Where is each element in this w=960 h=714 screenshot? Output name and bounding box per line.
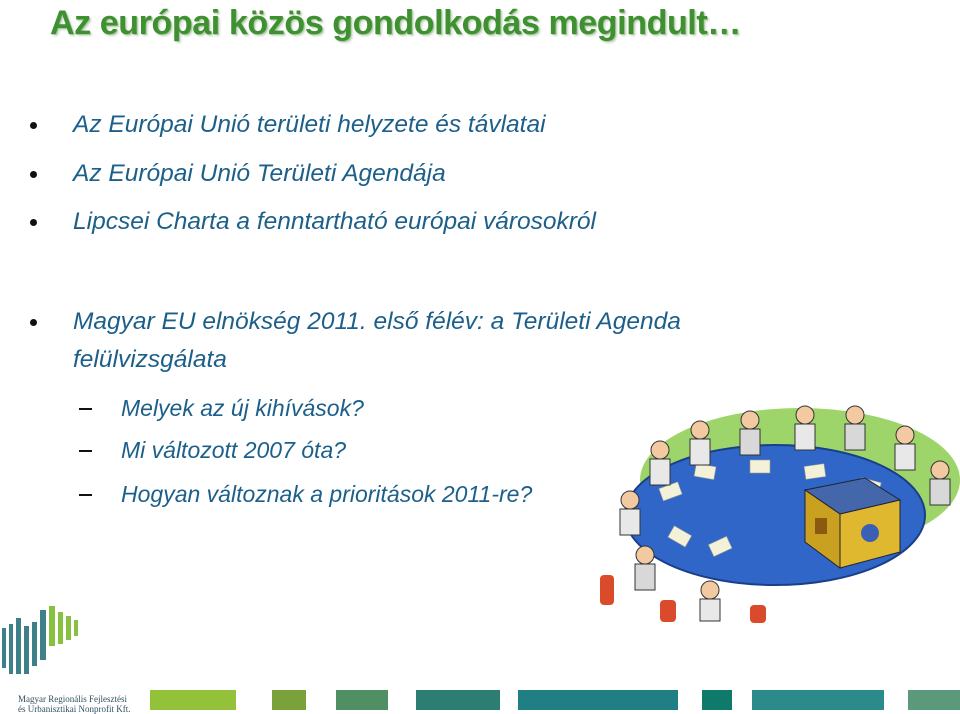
footer-bar — [908, 690, 960, 710]
bullet-text: Az Európai Unió területi helyzete és távlatai — [73, 111, 546, 138]
slide-title: Az európai közös gondolkodás megindult… — [50, 4, 741, 42]
bullet-item-continuation — [73, 343, 227, 377]
bullet-text: felülvizsgálata — [73, 346, 227, 373]
footer-bar — [752, 690, 884, 710]
dash-marker — [79, 494, 92, 496]
bullet-text: Magyar EU elnökség 2011. első félév: a Területi Agenda — [73, 308, 681, 335]
bullet-dot — [30, 219, 37, 226]
bullet-item — [73, 205, 596, 239]
dash-marker — [79, 408, 92, 410]
organization-logo — [0, 606, 85, 676]
meeting-table-illustration — [600, 390, 960, 625]
sub-item-text: Melyek az új kihívások? — [121, 395, 364, 421]
bullet-dot — [30, 319, 37, 326]
footer-bar — [702, 690, 732, 710]
organization-name-line: Magyar Regionális Fejlesztési — [18, 694, 127, 704]
sub-item-text: Mi változott 2007 óta? — [121, 437, 347, 463]
footer-bar — [416, 690, 500, 710]
bullet-text: Az Európai Unió Területi Agendája — [73, 160, 446, 187]
footer-bar — [272, 690, 306, 710]
bullet-dot — [30, 122, 37, 129]
sub-item — [121, 435, 346, 465]
organization-name — [18, 694, 130, 714]
footer-bar — [336, 690, 388, 710]
sub-item — [121, 393, 364, 423]
bullet-item — [73, 157, 446, 191]
bullet-item — [73, 108, 546, 142]
sub-item-text: Hogyan változnak a prioritások 2011-re? — [121, 481, 533, 507]
bullet-item — [73, 305, 681, 339]
bullet-text: Lipcsei Charta a fenntartható európai városokról — [73, 208, 596, 235]
dash-marker — [79, 450, 92, 452]
footer-bar — [518, 690, 678, 710]
footer-bar — [150, 690, 236, 710]
bullet-dot — [30, 171, 37, 178]
organization-name-line: és Urbanisztikai Nonprofit Kft. — [18, 704, 131, 714]
sub-item — [121, 479, 532, 509]
